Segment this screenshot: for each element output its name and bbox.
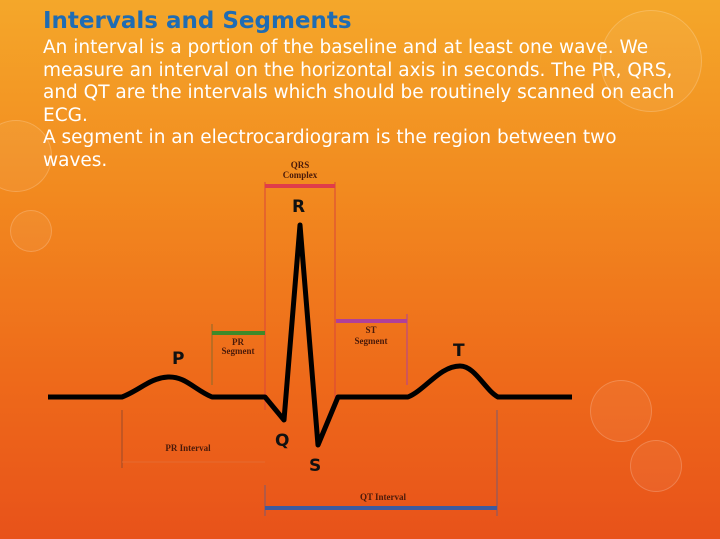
qrs-complex-label: QRS — [290, 160, 310, 170]
slide-title: Intervals and Segments — [43, 8, 352, 34]
paragraph-segments: A segment in an electrocardiogram is the region between two waves. — [43, 127, 617, 171]
wave-label-r: R — [292, 197, 306, 217]
wave-label-t: T — [453, 341, 465, 361]
ecg-trace — [48, 225, 572, 445]
pr-segment-label: Segment — [221, 346, 255, 356]
wave-label-p: P — [172, 349, 185, 369]
st-segment-label: Segment — [354, 336, 388, 346]
wave-label-q: Q — [275, 431, 290, 451]
wave-label-s: S — [309, 456, 322, 476]
st-segment-label: ST — [365, 325, 377, 335]
pr-segment-label: PR — [232, 337, 244, 347]
qrs-complex-label: Complex — [282, 170, 318, 180]
pr-interval-label: PR Interval — [165, 443, 211, 453]
paragraph-intervals: An interval is a portion of the baseline and at least one wave. We measure an interval on the horizontal axis in seconds. The PR, QRS, and QT are the intervals which should be routinely scanned on each ECG. — [43, 37, 675, 126]
qt-interval-label: QT Interval — [359, 492, 407, 502]
